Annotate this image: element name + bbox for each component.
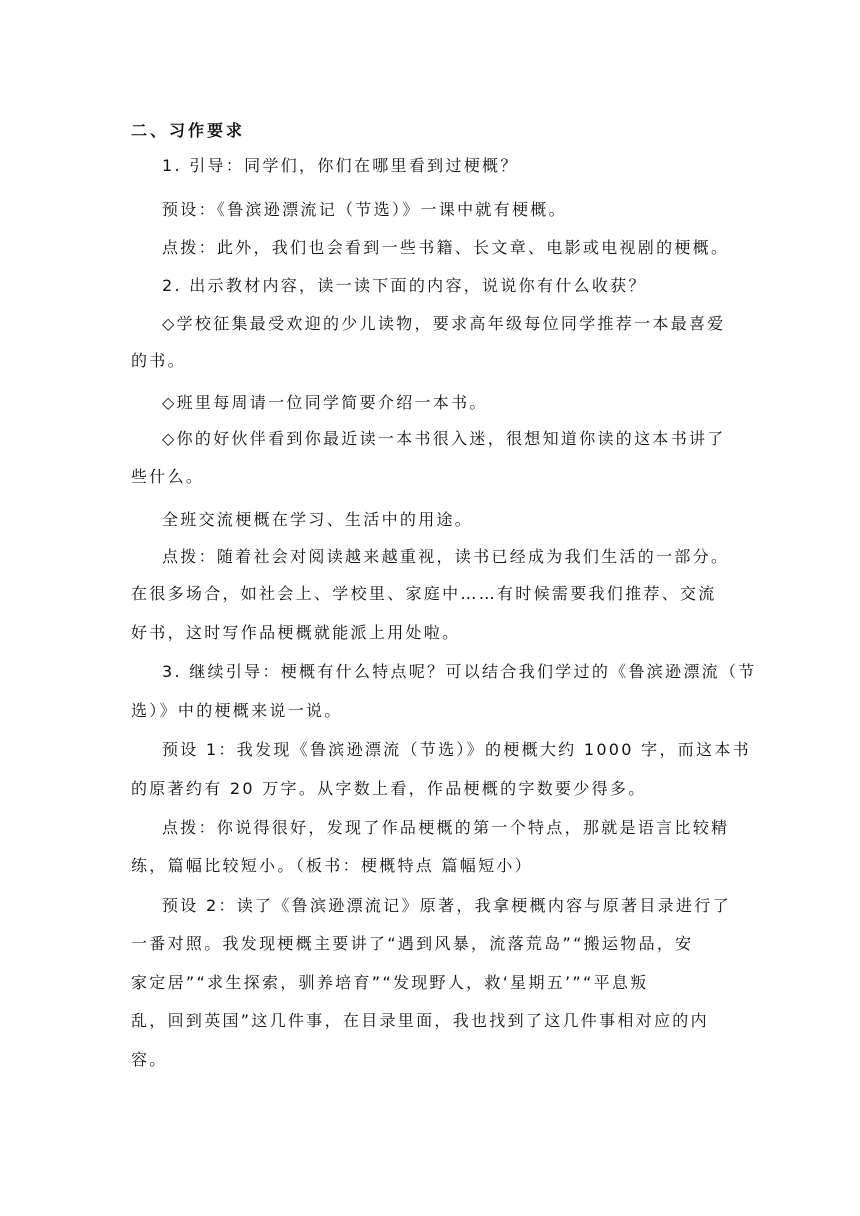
paragraph-line: 一番对照。我发现梗概主要讲了“遇到风暴，流落荒岛”“搬运物品，安 [131,934,694,953]
paragraph-line: ◇学校征集最受欢迎的少儿读物，要求高年级每位同学推荐一本最喜爱 [162,314,726,333]
paragraph-line: 乱，回到英国”这几件事，在目录里面，我也找到了这几件事相对应的内 [131,1011,709,1030]
section-heading: 二、习作要求 [131,121,246,140]
paragraph-line: 3. 继续引导：梗概有什么特点呢？可以结合我们学过的《鲁滨逊漂流（节 [162,662,757,681]
paragraph-line: ◇你的好伙伴看到你最近读一本书很入迷，很想知道你读的这本书讲了 [162,429,726,448]
paragraph-line: 1. 引导：同学们，你们在哪里看到过梗概？ [162,156,519,175]
paragraph-line: 好书，这时写作品梗概就能派上用处啦。 [131,623,461,642]
paragraph-line: 预设 1：我发现《鲁滨逊漂流（节选）》的梗概大约 1000 字，而这本书 [162,740,751,759]
paragraph-line: 点拨：随着社会对阅读越来越重视，读书已经成为我们生活的一部分。 [162,547,730,566]
paragraph-line: 的原著约有 20 万字。从字数上看，作品梗概的字数要少得多。 [131,779,647,798]
paragraph-line: 在很多场合，如社会上、学校里、家庭中……有时候需要我们推荐、交流 [131,584,717,603]
paragraph-line: 容。 [131,1050,168,1069]
paragraph-line: ◇班里每周请一位同学简要介绍一本书。 [162,393,488,412]
paragraph-line: 选）》中的梗概来说一说。 [131,701,343,720]
paragraph-line: 点拨：此外，我们也会看到一些书籍、长文章、电影或电视剧的梗概。 [162,238,730,257]
paragraph-line: 2. 出示教材内容，读一读下面的内容，说说你有什么收获？ [162,276,647,295]
paragraph-line: 全班交流梗概在学习、生活中的用途。 [162,510,474,529]
paragraph-line: 预设 2：读了《鲁滨逊漂流记》原著，我拿梗概内容与原著目录进行了 [162,896,731,915]
paragraph-line: 预设：《鲁滨逊漂流记（节选）》一课中就有梗概。 [162,200,567,219]
paragraph-line: 些什么。 [131,467,205,486]
paragraph-line: 的书。 [131,351,186,370]
paragraph-line: 点拨：你说得很好，发现了作品梗概的第一个特点，那就是语言比较精 [162,818,730,837]
paragraph-line: 练，篇幅比较短小。（板书：梗概特点 篇幅短小） [131,856,533,875]
paragraph-line: 家定居”“求生探索，驯养培育”“发现野人，救‘星期五’”“平息叛 [131,973,649,992]
